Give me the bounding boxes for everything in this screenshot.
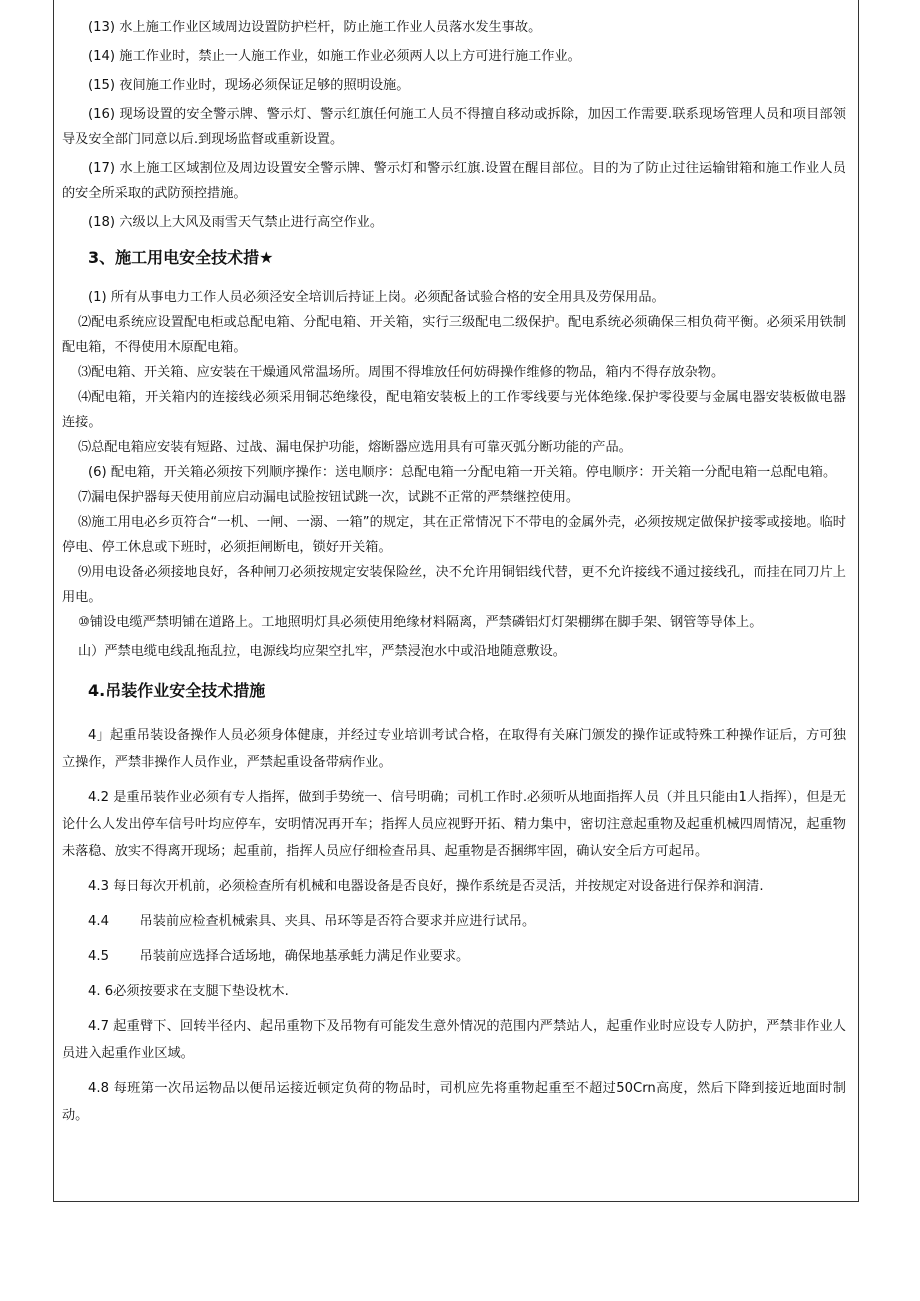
power-item-1: (1) 所有从事电力工作人员必须泾安全培训后持证上岗。必须配备试验合格的安全用具及劳保用品。 <box>88 290 665 305</box>
lifting-item-4-8: 4.8 每班第一次吊运物品以便吊运接近顿定负荷的物品时，司机应先将重物起重至不超过50Crn高度，然后下降到接近地面时制动。 <box>62 1081 846 1123</box>
item-17: (17) 水上施工区域割位及周边设置安全警示牌、警示灯和警示红旗.设置在醒目部位。目的为了防止过往运输钳箱和施工作业人员的安全所采取的武防预控措施。 <box>62 161 846 201</box>
power-item-10: ⑩铺设电缆严禁明铺在道路上。工地照明灯具必须使用绝缘材料隔离，严禁磷铝灯灯架棚绑在脚手架、钢管等导体上。 <box>78 615 763 630</box>
power-item-11: 山）严禁电缆电线乱拖乱拉，电源线均应架空扎牢，严禁浸泡水中或沿地随意敷设。 <box>78 644 566 659</box>
item-15: (15) 夜间施工作业时，现场必须保证足够的照明设施。 <box>88 78 410 93</box>
item-18: (18) 六级以上大风及雨雪天气禁止进行高空作业。 <box>88 215 384 230</box>
lifting-item-4-2: 4.2 是重吊装作业必须有专人指挥，做到手势统一、信号明确；司机工作时.必须听从地面指挥人员（并且只能由1人指挥），但是无论什么人发出停车信号叶均应停车，安明情况再开车；指挥人员应视野开拓、精力集中，密切注意起重物及起重机械四周情况，起重物未落稳、放实不得离开现场；起重前，指挥人员应仔细检查吊具、起重物是否捆绑牢固，确认安全后方可起吊。 <box>62 790 846 859</box>
power-item-3: ⑶配电箱、开关箱、应安装在干燥通风常温场所。周围不得堆放任何妨碍操作维修的物品，箱内不得存放杂物。 <box>78 365 725 380</box>
power-item-8: ⑻施工用电必乡页符合“一机、一闸、一溺、一箱”的规定，其在正常情况下不带电的金属外壳，必须按规定做保护接零或接地。临时停电、停工休息或下班时，必须拒闸断电，锁好开关箱。 <box>62 515 846 555</box>
document-body <box>62 15 846 1129</box>
section-3-heading: 3、施工用电安全技术措★ <box>88 248 274 267</box>
item-16: (16) 现场设置的安全警示牌、警示灯、警示红旗任何施工人员不得擅自移动或拆除，加因工作需要.联系现场管理人员和项目部领导及安全部门同意以后.到现场监督或重新设置。 <box>62 107 846 147</box>
lifting-item-4-5: 4.5 吊装前应选择合适场地，确保地基承蚝力满足作业要求。 <box>88 949 470 964</box>
lifting-item-4-3: 4.3 每日每次开机前，必须检查所有机械和电器设备是否良好，操作系统是否灵活，并按规定对设备进行保养和润清. <box>88 879 764 894</box>
lifting-item-4-7: 4.7 起重臂下、回转半径内、起吊重物下及吊物有可能发生意外情况的范围内严禁站人，起重作业时应设专人防护，严禁非作业人员进入起重作业区域。 <box>62 1019 846 1061</box>
lifting-item-4-4: 4.4 吊装前应检查机械索具、夹具、吊环等是否符合要求并应进行试吊。 <box>88 914 536 929</box>
item-14: (14) 施工作业时，禁止一人施工作业，如施工作业必须两人以上方可进行施工作业。 <box>88 49 581 64</box>
power-item-9: ⑼用电设备必须接地良好，各种闸刀必须按规定安装保险丝，决不允许用铜铝线代替，更不允许接线不通过接线孔，而挂在同刀片上用电。 <box>62 565 846 605</box>
power-item-7: ⑺漏电保护器每天使用前应启动漏电试脸按钮试跳一次，试跳不正常的严禁继控使用。 <box>78 490 580 505</box>
item-13: (13) 水上施工作业区域周边设置防护栏杆，防止施工作业人员落水发生事故。 <box>88 20 542 35</box>
power-item-6: (6) 配电箱，开关箱必须按下列顺序操作：送电顺序：总配电箱一分配电箱一开关箱。停电顺序：开关箱一分配电箱一总配电箱。 <box>88 465 837 480</box>
power-item-2: ⑵配电系统应设置配电柜或总配电箱、分配电箱、开关箱，实行三级配电二级保护。配电系统必须确保三相负荷平衡。必须采用铁制配电箱，不得使用木原配电箱。 <box>62 315 846 355</box>
power-item-4: ⑷配电箱，开关箱内的连接线必须采用铜芯绝缘役，配电箱安装板上的工作零线要与光体绝缘.保护零役要与金属电器安装板做电器连接。 <box>62 390 846 430</box>
lifting-item-4-1: 4」起重吊装设备操作人员必须身体健康，并经过专业培训考试合格，在取得有关麻门颁发的操作证或特殊工种操作证后，方可独立操作，严禁非操作人员作业，严禁起重设备带病作业。 <box>62 728 846 770</box>
power-item-5: ⑸总配电箱应安装有短路、过战、漏电保护功能，熔断器应选用具有可靠灭弧分断功能的产品。 <box>78 440 632 455</box>
section-4-heading: 4.吊装作业安全技术措施 <box>88 681 266 700</box>
lifting-item-4-6: 4. 6必须按要求在支腿下垫设枕木. <box>88 984 289 999</box>
